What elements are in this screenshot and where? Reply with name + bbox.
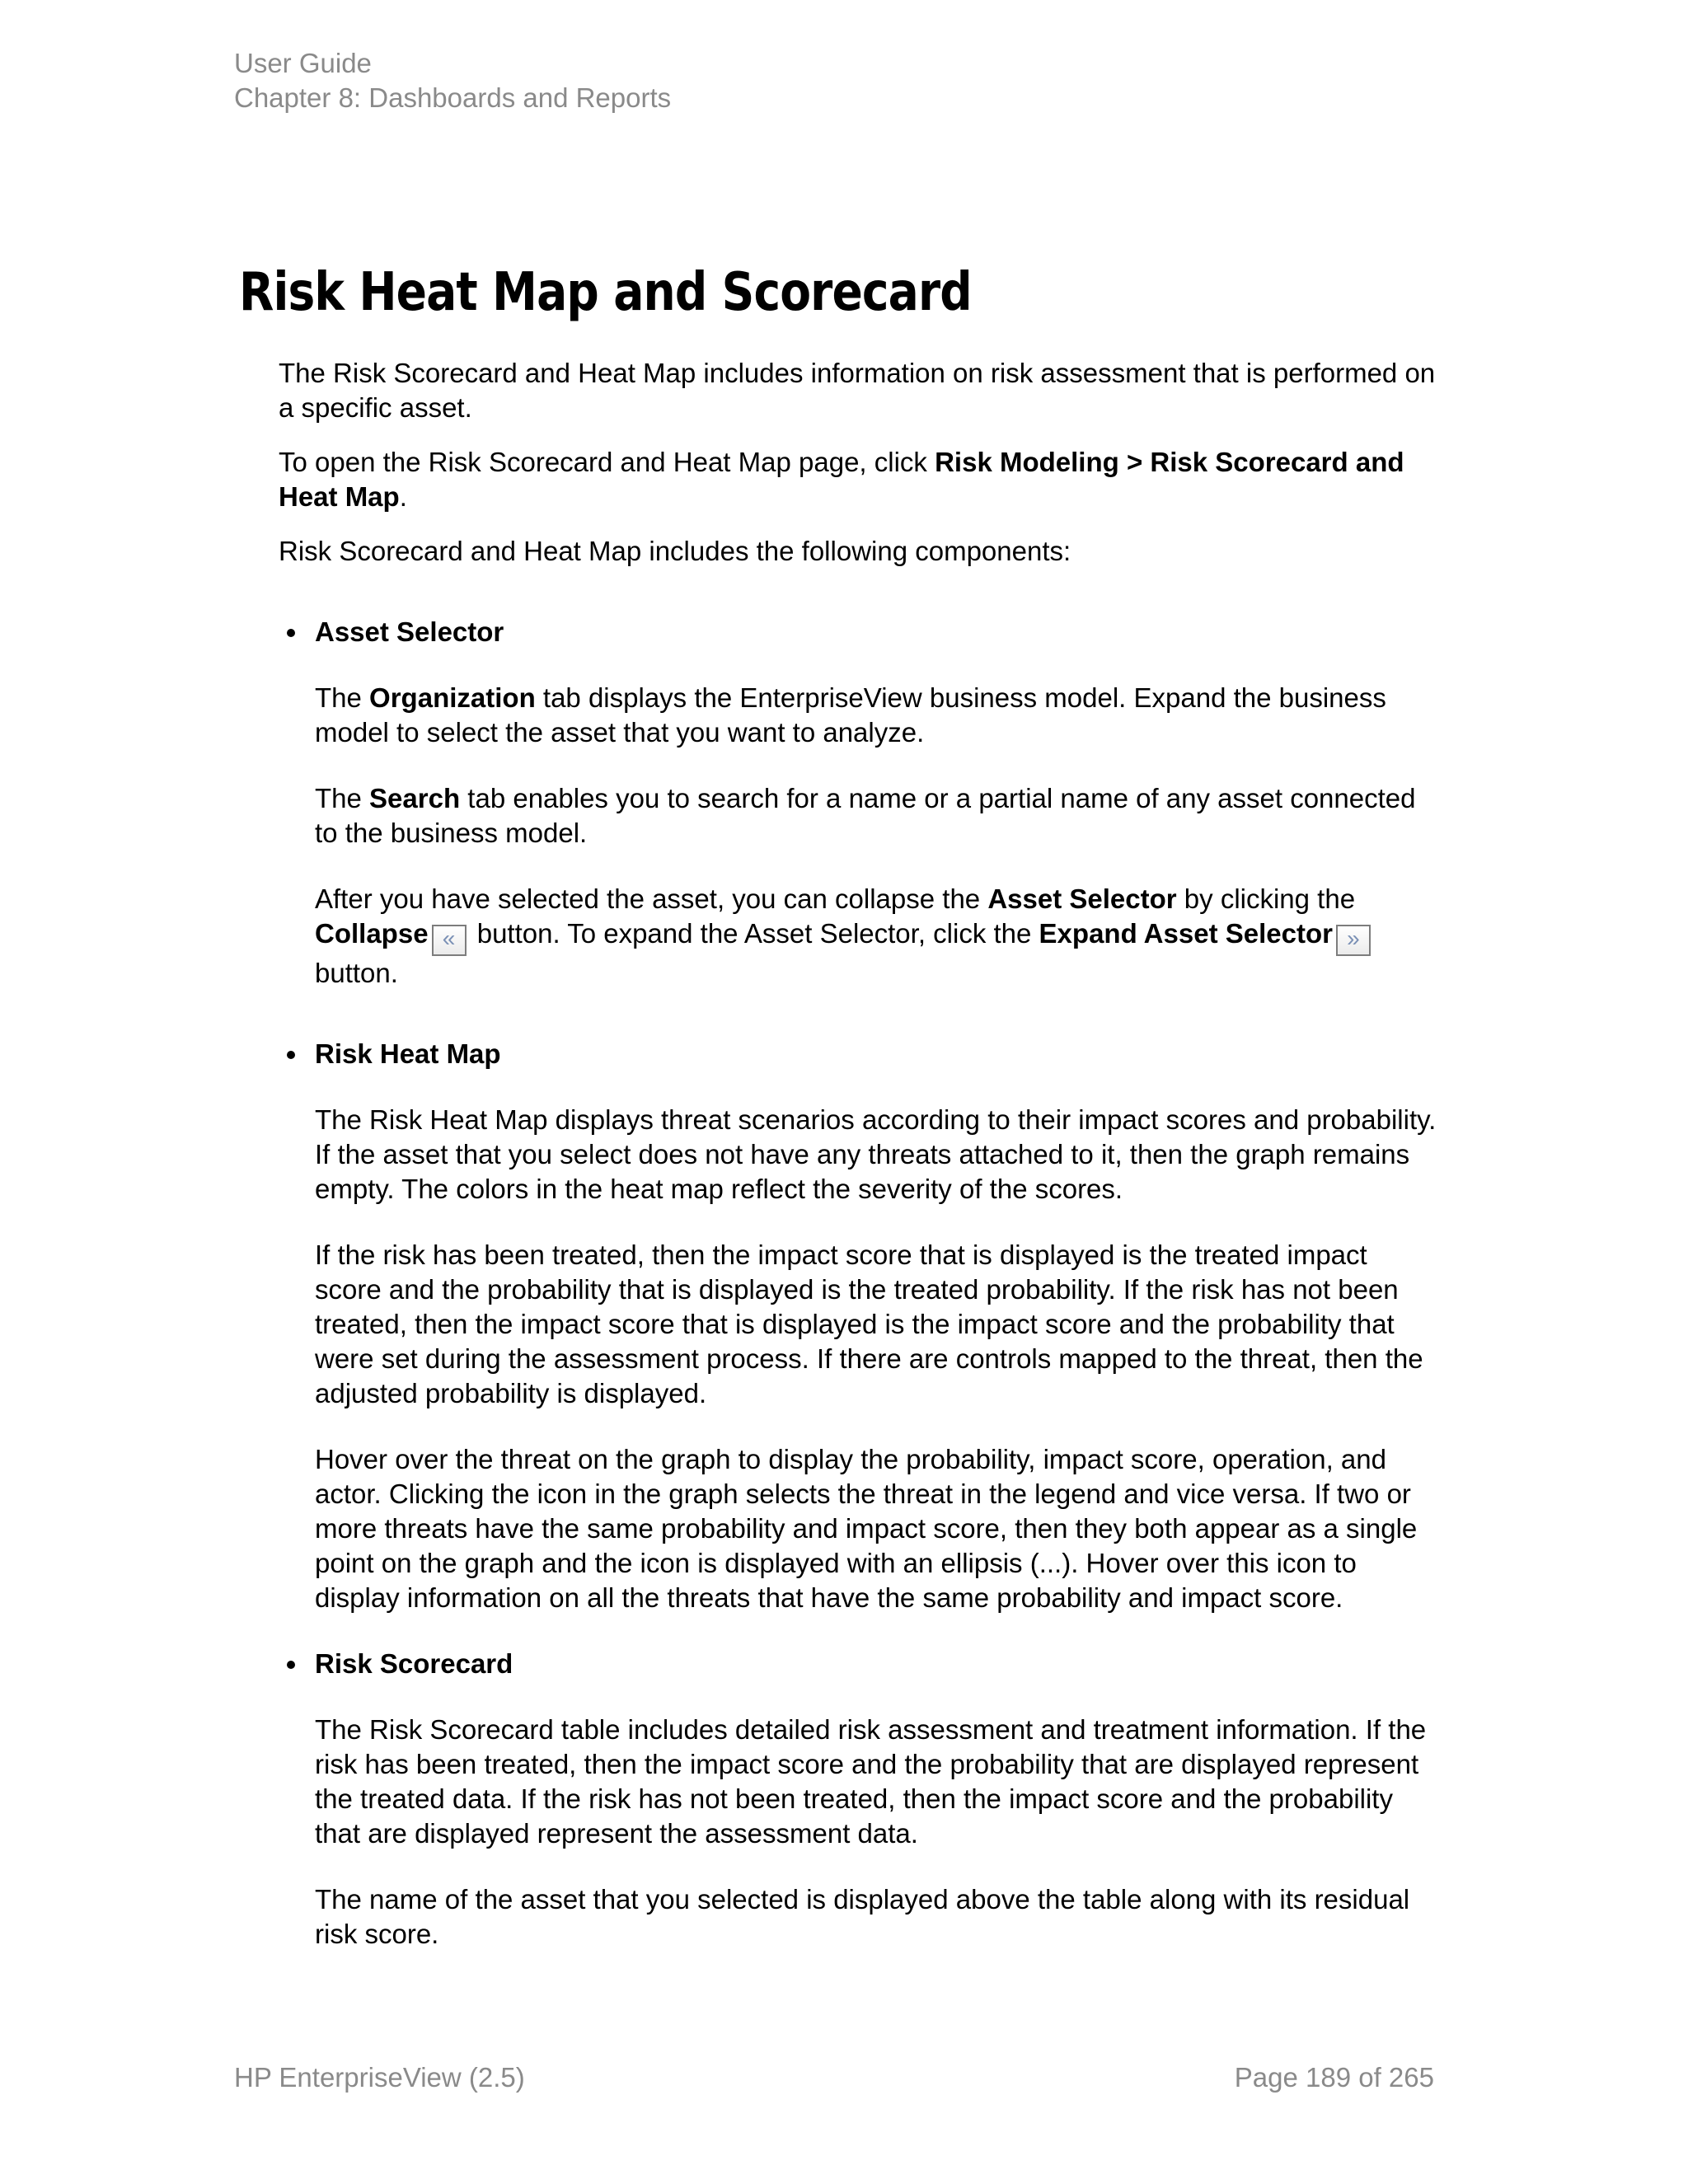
heat-map-paragraph-1: The Risk Heat Map displays threat scenarios according to their impact scores and probability. If the asset that you select does not have any threats attached to it, then the graph remains empty. The colors in the heat map reflect the severity of the scores.	[315, 1104, 1437, 1204]
scorecard-paragraph-1: The Risk Scorecard table includes detailed risk assessment and treatment information. If the risk has been treated, then the impact score and the probability that are displayed represent the treated data. If the risk has not been treated, then the impact score and the probability that are displayed represent the assessment data.	[315, 1714, 1427, 1849]
bullet-icon	[287, 1661, 295, 1669]
search-paragraph	[315, 781, 1441, 851]
text-span: tab displays the EnterpriseView business model. Expand the business model to select the asset that you want to analyze.	[315, 682, 1386, 748]
components-intro: Risk Scorecard and Heat Map includes the following components:	[279, 536, 1071, 566]
text-span: The	[315, 783, 370, 813]
text-span: button. To expand the Asset Selector, click the	[469, 918, 1039, 949]
navigation-paragraph	[279, 445, 1441, 514]
collapse-paragraph	[315, 882, 1441, 991]
components-list	[279, 615, 1441, 1952]
text-span: The	[315, 682, 370, 713]
heat-map-paragraph-3: Hover over the threat on the graph to display the probability, impact score, operation, and actor. Clicking the icon in the graph selects the threat in the legend and vice versa. If two or more threats have the same probability and impact score, then they both appear as a single point on the graph and the icon is displayed with an ellipsis (...). Hover over this icon to display information on all the threats that have the same probability and impact score.	[315, 1444, 1418, 1613]
heat-map-paragraph-2: If the risk has been treated, then the impact score that is displayed is the treated impact score and the probability that is displayed is the treated probability. If the risk has not been treated, then the impact score that is displayed is the impact score and the probability that were set during the assessment process. If there are controls mapped to the threat, then the adjusted probability is displayed.	[315, 1240, 1423, 1408]
risk-scorecard-heading: Risk Scorecard	[315, 1648, 513, 1679]
text-span: After you have selected the asset, you can collapse the	[315, 883, 988, 914]
text-span: button.	[315, 958, 398, 988]
nav-period: .	[399, 481, 407, 512]
nav-text: To open the Risk Scorecard and Heat Map page, click	[279, 447, 935, 477]
nav-path: Risk Modeling > Risk Scorecard and Heat Map	[279, 447, 1404, 512]
main-content	[279, 356, 1441, 1983]
expand-asset-selector-term: Expand Asset Selector	[1039, 918, 1333, 949]
risk-heat-map-body	[315, 1103, 1441, 1615]
footer-product: HP EnterpriseView (2.5)	[234, 2062, 525, 2093]
asset-selector-term: Asset Selector	[987, 883, 1177, 914]
footer-page-number: Page 189 of 265	[1234, 2062, 1434, 2093]
organization-term: Organization	[369, 682, 536, 713]
header-chapter-title: Chapter 8: Dashboards and Reports	[234, 82, 672, 113]
organization-paragraph	[315, 681, 1441, 750]
list-item-risk-scorecard	[279, 1647, 1441, 1952]
risk-heat-map-heading: Risk Heat Map	[315, 1038, 501, 1069]
header-guide-title: User Guide	[234, 48, 372, 78]
collapse-icon: «	[432, 925, 467, 956]
text-span: tab enables you to search for a name or a partial name of any asset connected to the business model.	[315, 783, 1416, 848]
intro-paragraph: The Risk Scorecard and Heat Map includes information on risk assessment that is performed on a specific asset.	[279, 358, 1436, 423]
asset-selector-body	[315, 681, 1441, 991]
risk-scorecard-body	[315, 1713, 1441, 1952]
text-span: by clicking the	[1176, 883, 1356, 914]
list-item-asset-selector	[279, 615, 1441, 991]
page-title: Risk Heat Map and Scorecard	[239, 262, 972, 323]
collapse-term: Collapse	[315, 918, 429, 949]
search-term: Search	[369, 783, 461, 813]
asset-selector-heading: Asset Selector	[315, 616, 504, 647]
bullet-icon	[287, 1051, 295, 1059]
scorecard-paragraph-2: The name of the asset that you selected is displayed above the table along with its residual risk score.	[315, 1884, 1410, 1949]
page-header	[234, 46, 671, 115]
expand-icon: »	[1336, 925, 1371, 956]
bullet-icon	[287, 629, 295, 637]
list-item-risk-heat-map	[279, 1037, 1441, 1615]
